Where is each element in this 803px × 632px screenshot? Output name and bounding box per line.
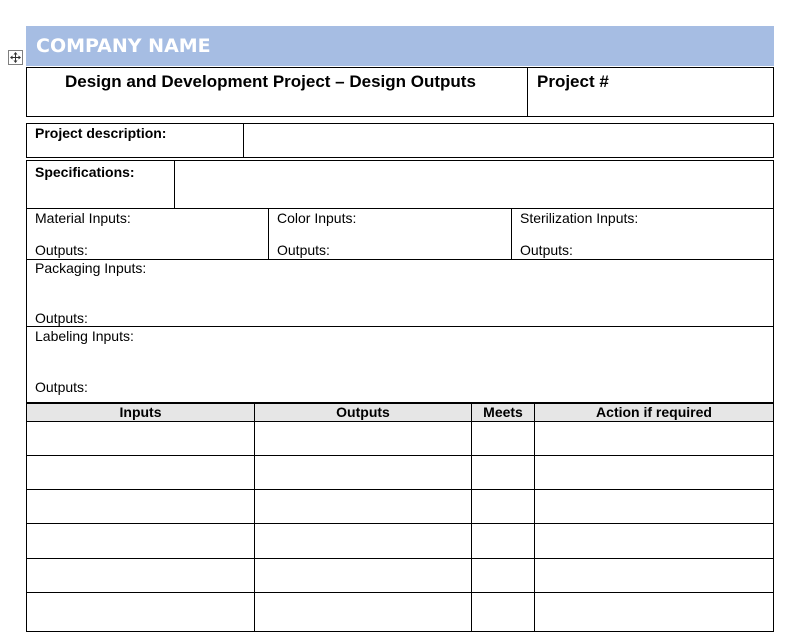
- grid-cell-inputs[interactable]: [26, 421, 255, 456]
- company-name: COMPANY NAME: [36, 35, 211, 57]
- grid-cell-meets[interactable]: [471, 592, 535, 632]
- grid-cell-inputs[interactable]: [26, 592, 255, 632]
- packaging-cell[interactable]: [26, 259, 774, 327]
- packaging-inputs-label: Packaging Inputs:: [35, 260, 147, 276]
- grid-cell-meets[interactable]: [471, 455, 535, 490]
- project-number-cell[interactable]: [527, 67, 774, 117]
- column-header-action: Action if required: [534, 403, 774, 422]
- color-outputs-label: Outputs:: [277, 242, 330, 258]
- labeling-cell[interactable]: [26, 326, 774, 403]
- grid-cell-action[interactable]: [534, 421, 774, 456]
- grid-cell-action[interactable]: [534, 558, 774, 593]
- material-outputs-label: Outputs:: [35, 242, 88, 258]
- project-number-label: Project #: [537, 72, 609, 91]
- document-title: Design and Development Project – Design Outputs: [65, 72, 476, 91]
- labeling-outputs-label: Outputs:: [35, 379, 88, 395]
- specifications-label-cell: [26, 160, 175, 209]
- grid-cell-action[interactable]: [534, 523, 774, 559]
- grid-cell-action[interactable]: [534, 455, 774, 490]
- grid-cell-action[interactable]: [534, 592, 774, 632]
- grid-cell-inputs[interactable]: [26, 489, 255, 524]
- grid-cell-inputs[interactable]: [26, 523, 255, 559]
- column-header-outputs: Outputs: [254, 403, 472, 422]
- column-header-meets: Meets: [471, 403, 535, 422]
- grid-cell-outputs[interactable]: [254, 523, 472, 559]
- material-cell[interactable]: [26, 208, 269, 260]
- title-cell[interactable]: [26, 67, 528, 117]
- table-move-handle-icon[interactable]: [8, 50, 23, 65]
- grid-cell-outputs[interactable]: [254, 592, 472, 632]
- grid-cell-meets[interactable]: [471, 489, 535, 524]
- project-description-field[interactable]: [243, 123, 774, 158]
- grid-cell-outputs[interactable]: [254, 489, 472, 524]
- grid-cell-inputs[interactable]: [26, 558, 255, 593]
- sterilization-inputs-label: Sterilization Inputs:: [520, 210, 639, 226]
- grid-cell-outputs[interactable]: [254, 455, 472, 490]
- grid-cell-outputs[interactable]: [254, 421, 472, 456]
- sterilization-cell[interactable]: [511, 208, 774, 260]
- color-cell[interactable]: [268, 208, 512, 260]
- grid-cell-meets[interactable]: [471, 523, 535, 559]
- color-inputs-label: Color Inputs:: [277, 210, 357, 226]
- sterilization-outputs-label: Outputs:: [520, 242, 573, 258]
- specifications-label: Specifications:: [35, 164, 135, 180]
- grid-cell-outputs[interactable]: [254, 558, 472, 593]
- company-header: [26, 26, 774, 66]
- labeling-inputs-label: Labeling Inputs:: [35, 328, 134, 344]
- grid-cell-meets[interactable]: [471, 558, 535, 593]
- project-description-label: Project description:: [35, 125, 167, 141]
- grid-cell-meets[interactable]: [471, 421, 535, 456]
- project-description-label-cell: [26, 123, 244, 158]
- grid-cell-inputs[interactable]: [26, 455, 255, 490]
- specifications-field[interactable]: [174, 160, 774, 209]
- material-inputs-label: Material Inputs:: [35, 210, 131, 226]
- grid-cell-action[interactable]: [534, 489, 774, 524]
- column-header-inputs: Inputs: [26, 403, 255, 422]
- packaging-outputs-label: Outputs:: [35, 310, 88, 326]
